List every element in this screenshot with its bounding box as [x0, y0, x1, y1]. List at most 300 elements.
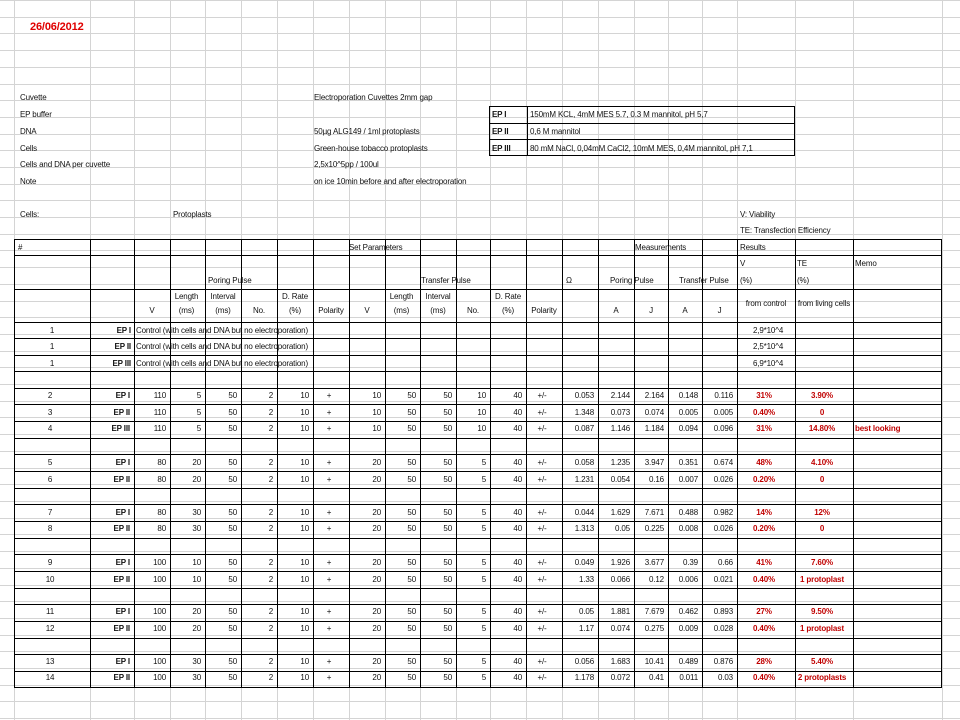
- cell-transfer-polarity[interactable]: +/-: [537, 624, 547, 633]
- cell-transfer-voltage[interactable]: 20: [372, 673, 381, 682]
- cell-buffer[interactable]: EP I: [115, 657, 130, 666]
- cell-poring-interval[interactable]: 50: [228, 524, 237, 533]
- cell-viability[interactable]: 0.40%: [753, 624, 775, 633]
- cell-poring-number[interactable]: 2: [268, 558, 273, 567]
- cell-transfer-number[interactable]: 5: [481, 575, 486, 584]
- cell-poring-polarity[interactable]: +: [326, 458, 332, 467]
- cell-resistance[interactable]: 0.044: [574, 508, 594, 517]
- cuvette-value[interactable]: Electroporation Cuvettes 2mm gap: [314, 93, 433, 102]
- cell-poring-duty-rate[interactable]: 10: [300, 657, 309, 666]
- cell-viability[interactable]: 14%: [756, 508, 772, 517]
- cell-poring-interval[interactable]: 50: [228, 391, 237, 400]
- cell-poring-joules[interactable]: 0.225: [644, 524, 664, 533]
- cell-buffer[interactable]: EP II: [113, 673, 130, 682]
- cell-transfer-amps[interactable]: 0.011: [679, 673, 698, 682]
- cell-poring-voltage[interactable]: 100: [153, 575, 166, 584]
- cell-poring-amps[interactable]: 1.881: [610, 607, 630, 616]
- header-duty-rate-unit[interactable]: (%): [502, 306, 514, 315]
- cell-transfer-duty-rate[interactable]: 40: [513, 408, 522, 417]
- legend-viability[interactable]: V: Viability: [740, 210, 776, 219]
- header-from-control[interactable]: from control: [745, 299, 787, 308]
- cell-poring-polarity[interactable]: +: [326, 575, 332, 584]
- cell-row-number[interactable]: 9: [47, 558, 53, 567]
- cell-transfer-polarity[interactable]: +/-: [537, 424, 547, 433]
- cell-transfer-duty-rate[interactable]: 40: [513, 575, 522, 584]
- cell-viability[interactable]: 31%: [756, 424, 772, 433]
- cell-transfer-joules[interactable]: 0.66: [718, 558, 733, 567]
- header-length-unit[interactable]: (ms): [178, 306, 195, 315]
- cell-transfer-duty-rate[interactable]: 40: [513, 524, 522, 533]
- cell-resistance[interactable]: 1.17: [579, 624, 594, 633]
- cell-poring-number[interactable]: 2: [268, 408, 273, 417]
- cell-transfer-joules[interactable]: 0.096: [713, 424, 733, 433]
- header-voltage[interactable]: V: [364, 306, 370, 315]
- header-duty-rate[interactable]: D. Rate: [281, 292, 309, 301]
- cells-per-cuvette-label[interactable]: Cells and DNA per cuvette: [20, 160, 111, 169]
- cell-buffer[interactable]: EP I: [115, 558, 130, 567]
- cell-viability[interactable]: 48%: [756, 458, 772, 467]
- cell-poring-length[interactable]: 10: [192, 558, 201, 567]
- cell-transfer-polarity[interactable]: +/-: [537, 657, 547, 666]
- cell-transfer-number[interactable]: 10: [477, 424, 486, 433]
- cell-poring-amps[interactable]: 0.072: [610, 673, 630, 682]
- cell-poring-interval[interactable]: 50: [228, 508, 237, 517]
- control-row-viability[interactable]: 6,9*10^4: [753, 359, 784, 368]
- control-row-text[interactable]: Control (with cells and DNA but no electroporation): [136, 326, 308, 335]
- cell-viability[interactable]: 0.20%: [753, 475, 775, 484]
- cell-poring-polarity[interactable]: +: [326, 524, 332, 533]
- cell-poring-length[interactable]: 20: [192, 607, 201, 616]
- cell-poring-voltage[interactable]: 110: [153, 391, 166, 400]
- cell-transfer-interval[interactable]: 50: [443, 558, 452, 567]
- cell-row-number[interactable]: 12: [45, 624, 55, 633]
- control-row-number[interactable]: 1: [49, 359, 55, 368]
- cell-poring-joules[interactable]: 0.074: [644, 408, 664, 417]
- cell-row-number[interactable]: 6: [47, 475, 53, 484]
- cuvette-label[interactable]: Cuvette: [20, 93, 47, 102]
- cell-poring-amps[interactable]: 0.074: [610, 624, 630, 633]
- cell-poring-number[interactable]: 2: [268, 424, 273, 433]
- cell-transfer-polarity[interactable]: +/-: [537, 558, 547, 567]
- cell-row-number[interactable]: 13: [45, 657, 55, 666]
- cell-poring-voltage[interactable]: 100: [153, 657, 166, 666]
- cell-poring-duty-rate[interactable]: 10: [300, 624, 309, 633]
- cell-transfer-joules[interactable]: 0.026: [713, 475, 733, 484]
- cell-transfer-duty-rate[interactable]: 40: [513, 558, 522, 567]
- cell-transfer-length[interactable]: 50: [407, 657, 416, 666]
- cell-transfection-efficiency[interactable]: 0: [819, 475, 825, 484]
- cell-transfer-duty-rate[interactable]: 40: [513, 424, 522, 433]
- control-row-number[interactable]: 1: [49, 342, 55, 351]
- cell-row-number[interactable]: 5: [47, 458, 53, 467]
- cell-poring-number[interactable]: 2: [268, 391, 273, 400]
- cell-transfer-number[interactable]: 5: [481, 558, 486, 567]
- cell-transfer-amps[interactable]: 0.488: [678, 508, 698, 517]
- cell-memo[interactable]: best looking: [855, 424, 901, 433]
- cell-poring-joules[interactable]: 1.184: [644, 424, 664, 433]
- cell-transfection-efficiency[interactable]: 12%: [814, 508, 830, 517]
- control-row-number[interactable]: 1: [49, 326, 55, 335]
- buffer-code[interactable]: EP I: [492, 110, 507, 119]
- date-cell[interactable]: 26/06/2012: [30, 21, 84, 33]
- cell-transfection-efficiency[interactable]: 0: [819, 408, 825, 417]
- cell-buffer[interactable]: EP II: [113, 524, 130, 533]
- cell-poring-polarity[interactable]: +: [326, 391, 332, 400]
- cell-poring-number[interactable]: 2: [268, 524, 273, 533]
- cell-row-number[interactable]: 8: [47, 524, 53, 533]
- cell-poring-polarity[interactable]: +: [326, 558, 332, 567]
- cell-transfer-amps[interactable]: 0.008: [678, 524, 698, 533]
- cell-poring-length[interactable]: 20: [192, 458, 201, 467]
- cell-buffer[interactable]: EP I: [115, 458, 130, 467]
- cell-poring-voltage[interactable]: 80: [157, 508, 166, 517]
- header-set-parameters[interactable]: Set Parameters: [349, 243, 403, 252]
- header-te[interactable]: TE: [797, 259, 807, 268]
- cell-transfer-voltage[interactable]: 20: [372, 475, 381, 484]
- cell-transfer-voltage[interactable]: 20: [372, 607, 381, 616]
- cell-poring-interval[interactable]: 50: [228, 607, 237, 616]
- header-length-unit[interactable]: (ms): [393, 306, 410, 315]
- cell-transfer-amps[interactable]: 0.351: [678, 458, 698, 467]
- cell-resistance[interactable]: 0.056: [574, 657, 594, 666]
- cell-poring-voltage[interactable]: 110: [153, 408, 166, 417]
- cell-viability[interactable]: 0.40%: [753, 408, 775, 417]
- cell-buffer[interactable]: EP II: [113, 624, 130, 633]
- cell-transfer-length[interactable]: 50: [407, 558, 416, 567]
- cell-poring-duty-rate[interactable]: 10: [300, 558, 309, 567]
- cell-viability[interactable]: 41%: [756, 558, 772, 567]
- cell-poring-amps[interactable]: 0.05: [615, 524, 630, 533]
- cell-transfer-duty-rate[interactable]: 40: [513, 508, 522, 517]
- cell-viability[interactable]: 0.40%: [753, 673, 775, 682]
- cell-transfer-interval[interactable]: 50: [443, 575, 452, 584]
- cell-poring-length[interactable]: 30: [192, 508, 201, 517]
- cell-poring-interval[interactable]: 50: [228, 575, 237, 584]
- header-polarity[interactable]: Polarity: [318, 306, 344, 315]
- cell-transfer-number[interactable]: 5: [481, 508, 486, 517]
- cell-poring-polarity[interactable]: +: [326, 424, 332, 433]
- cell-transfer-amps[interactable]: 0.007: [678, 475, 698, 484]
- cell-transfer-interval[interactable]: 50: [443, 624, 452, 633]
- cell-poring-polarity[interactable]: +: [326, 624, 332, 633]
- header-length[interactable]: Length: [389, 292, 414, 301]
- cell-transfer-length[interactable]: 50: [407, 524, 416, 533]
- cell-transfer-number[interactable]: 5: [481, 458, 486, 467]
- cell-poring-voltage[interactable]: 100: [153, 624, 166, 633]
- cell-poring-interval[interactable]: 50: [228, 424, 237, 433]
- cell-transfer-duty-rate[interactable]: 40: [513, 475, 522, 484]
- cell-transfer-length[interactable]: 50: [407, 475, 416, 484]
- header-interval-unit[interactable]: (ms): [430, 306, 446, 315]
- header-interval[interactable]: Interval: [425, 292, 451, 301]
- cell-poring-number[interactable]: 2: [268, 673, 273, 682]
- cell-poring-duty-rate[interactable]: 10: [300, 524, 309, 533]
- cell-viability[interactable]: 0.20%: [753, 524, 775, 533]
- cell-transfer-joules[interactable]: 0.116: [714, 391, 733, 400]
- header-hash[interactable]: #: [18, 243, 23, 252]
- header-v[interactable]: V: [740, 259, 746, 268]
- cell-transfer-interval[interactable]: 50: [443, 524, 452, 533]
- cell-resistance[interactable]: 0.087: [574, 424, 594, 433]
- control-row-text[interactable]: Control (with cells and DNA but no electroporation): [136, 359, 308, 368]
- cell-resistance[interactable]: 1.33: [579, 575, 594, 584]
- cell-poring-joules[interactable]: 7.679: [644, 607, 664, 616]
- cell-poring-amps[interactable]: 0.066: [610, 575, 630, 584]
- buffer-desc[interactable]: 0,6 M mannitol: [530, 127, 581, 136]
- cell-transfection-efficiency[interactable]: 7.60%: [811, 558, 833, 567]
- cell-resistance[interactable]: 1.231: [574, 475, 594, 484]
- cell-poring-number[interactable]: 2: [268, 657, 273, 666]
- cell-buffer[interactable]: EP I: [115, 607, 130, 616]
- cell-poring-voltage[interactable]: 110: [153, 424, 166, 433]
- cell-buffer[interactable]: EP II: [113, 475, 130, 484]
- control-row-buffer[interactable]: EP III: [112, 359, 131, 368]
- cell-transfer-joules[interactable]: 0.005: [713, 408, 733, 417]
- header-duty-rate[interactable]: D. Rate: [494, 292, 522, 301]
- cell-transfer-interval[interactable]: 50: [443, 657, 452, 666]
- cell-resistance[interactable]: 0.05: [579, 607, 594, 616]
- cell-poring-interval[interactable]: 50: [228, 408, 237, 417]
- control-row-viability[interactable]: 2,5*10^4: [753, 342, 784, 351]
- header-measured-transfer[interactable]: Transfer Pulse: [679, 276, 729, 285]
- cell-poring-length[interactable]: 30: [192, 673, 201, 682]
- cell-transfer-voltage[interactable]: 10: [372, 391, 381, 400]
- cell-row-number[interactable]: 11: [45, 607, 54, 616]
- cell-poring-joules[interactable]: 0.41: [649, 673, 664, 682]
- header-measured-poring[interactable]: Poring Pulse: [610, 276, 654, 285]
- cell-transfer-polarity[interactable]: +/-: [537, 508, 547, 517]
- cell-transfer-joules[interactable]: 0.876: [713, 657, 733, 666]
- cell-transfer-polarity[interactable]: +/-: [537, 391, 547, 400]
- cells-per-cuvette-value[interactable]: 2,5x10^5pp / 100ul: [314, 160, 379, 169]
- header-duty-rate-unit[interactable]: (%): [289, 306, 301, 315]
- header-measurements[interactable]: Measurements: [635, 243, 687, 252]
- cell-transfer-length[interactable]: 50: [407, 408, 416, 417]
- cell-poring-joules[interactable]: 3.677: [644, 558, 664, 567]
- cell-viability[interactable]: 28%: [756, 657, 772, 666]
- cell-transfer-polarity[interactable]: +/-: [537, 607, 547, 616]
- cell-poring-length[interactable]: 30: [192, 657, 201, 666]
- cell-poring-joules[interactable]: 0.16: [649, 475, 664, 484]
- cells-label[interactable]: Cells: [20, 144, 38, 153]
- control-row-buffer[interactable]: EP I: [116, 326, 131, 335]
- cell-transfer-amps[interactable]: 0.462: [678, 607, 698, 616]
- header-ohm[interactable]: Ω: [566, 276, 572, 285]
- header-from-living-cells[interactable]: from living cells: [797, 299, 851, 308]
- cell-transfection-efficiency[interactable]: 0: [819, 524, 825, 533]
- legend-transfection[interactable]: TE: Transfection Efficiency: [740, 226, 831, 235]
- cell-transfer-polarity[interactable]: +/-: [537, 408, 547, 417]
- cell-transfer-number[interactable]: 10: [477, 391, 486, 400]
- cell-poring-duty-rate[interactable]: 10: [300, 458, 309, 467]
- cell-poring-interval[interactable]: 50: [228, 475, 237, 484]
- cell-transfer-interval[interactable]: 50: [443, 391, 452, 400]
- cell-transfer-number[interactable]: 5: [481, 673, 486, 682]
- cell-transfer-voltage[interactable]: 20: [372, 508, 381, 517]
- cell-transfer-joules[interactable]: 0.893: [713, 607, 733, 616]
- cell-transfection-efficiency[interactable]: 3.90%: [811, 391, 833, 400]
- cell-transfer-joules[interactable]: 0.028: [713, 624, 733, 633]
- cell-transfer-interval[interactable]: 50: [443, 408, 452, 417]
- cell-transfer-duty-rate[interactable]: 40: [513, 458, 522, 467]
- cell-poring-number[interactable]: 2: [268, 607, 273, 616]
- cell-poring-interval[interactable]: 50: [228, 458, 237, 467]
- cell-row-number[interactable]: 3: [47, 408, 53, 417]
- cell-poring-voltage[interactable]: 100: [153, 607, 166, 616]
- cell-viability[interactable]: 0.40%: [753, 575, 775, 584]
- header-results[interactable]: Results: [740, 243, 766, 252]
- buffer-desc[interactable]: 150mM KCL, 4mM MES 5.7, 0.3 M mannitol, pH 5,7: [530, 110, 708, 119]
- control-row-buffer[interactable]: EP II: [114, 342, 131, 351]
- cells-row-value[interactable]: Protoplasts: [173, 210, 212, 219]
- cell-transfer-interval[interactable]: 50: [443, 673, 452, 682]
- cell-transfer-voltage[interactable]: 20: [372, 624, 381, 633]
- dna-label[interactable]: DNA: [20, 127, 37, 136]
- cell-transfer-polarity[interactable]: +/-: [537, 673, 547, 682]
- cell-transfer-joules[interactable]: 0.674: [713, 458, 733, 467]
- cell-poring-duty-rate[interactable]: 10: [300, 391, 309, 400]
- cell-poring-number[interactable]: 2: [268, 458, 273, 467]
- cell-resistance[interactable]: 0.053: [574, 391, 594, 400]
- cell-transfer-amps[interactable]: 0.489: [678, 657, 698, 666]
- cell-row-number[interactable]: 7: [47, 508, 53, 517]
- control-row-viability[interactable]: 2,9*10^4: [753, 326, 784, 335]
- cell-poring-amps[interactable]: 2.144: [610, 391, 630, 400]
- cells-row-label[interactable]: Cells:: [20, 210, 40, 219]
- cell-buffer[interactable]: EP I: [115, 508, 130, 517]
- cells-value[interactable]: Green-house tobacco protoplasts: [314, 144, 428, 153]
- cell-poring-joules[interactable]: 10.41: [644, 657, 664, 666]
- cell-transfection-efficiency[interactable]: 2 protoplasts: [797, 673, 847, 682]
- cell-poring-number[interactable]: 2: [268, 508, 273, 517]
- cell-poring-interval[interactable]: 50: [228, 657, 237, 666]
- cell-poring-length[interactable]: 5: [196, 408, 201, 417]
- cell-resistance[interactable]: 1.313: [574, 524, 594, 533]
- cell-poring-number[interactable]: 2: [268, 624, 273, 633]
- cell-transfection-efficiency[interactable]: 14.80%: [808, 424, 836, 433]
- control-row-text[interactable]: Control (with cells and DNA but no electroporation): [136, 342, 308, 351]
- cell-poring-amps[interactable]: 1.629: [610, 508, 630, 517]
- buffer-code[interactable]: EP II: [492, 127, 509, 136]
- cell-transfer-joules[interactable]: 0.982: [713, 508, 733, 517]
- cell-transfer-interval[interactable]: 50: [443, 458, 452, 467]
- cell-poring-number[interactable]: 2: [268, 575, 273, 584]
- cell-poring-length[interactable]: 20: [192, 624, 201, 633]
- cell-row-number[interactable]: 10: [45, 575, 55, 584]
- cell-transfer-number[interactable]: 10: [477, 408, 486, 417]
- dna-value[interactable]: 50µg ALG149 / 1ml protoplasts: [314, 127, 420, 136]
- cell-poring-amps[interactable]: 1.146: [610, 424, 630, 433]
- cell-poring-joules[interactable]: 0.12: [649, 575, 664, 584]
- cell-poring-number[interactable]: 2: [268, 475, 273, 484]
- cell-poring-joules[interactable]: 0.275: [644, 624, 664, 633]
- cell-transfer-joules[interactable]: 0.021: [713, 575, 733, 584]
- header-number[interactable]: No.: [253, 306, 265, 315]
- cell-poring-amps[interactable]: 0.054: [610, 475, 630, 484]
- cell-buffer[interactable]: EP II: [113, 408, 130, 417]
- cell-transfection-efficiency[interactable]: 4.10%: [811, 458, 833, 467]
- cell-poring-voltage[interactable]: 80: [157, 524, 166, 533]
- note-value[interactable]: on ice 10min before and after electroporation: [314, 177, 467, 186]
- cell-poring-voltage[interactable]: 80: [157, 458, 166, 467]
- cell-poring-amps[interactable]: 0.073: [610, 408, 630, 417]
- cell-poring-interval[interactable]: 50: [228, 673, 237, 682]
- cell-transfer-number[interactable]: 5: [481, 624, 486, 633]
- cell-transfer-number[interactable]: 5: [481, 475, 486, 484]
- cell-poring-amps[interactable]: 1.926: [610, 558, 630, 567]
- cell-transfer-duty-rate[interactable]: 40: [513, 624, 522, 633]
- cell-transfer-amps[interactable]: 0.094: [678, 424, 698, 433]
- cell-transfer-polarity[interactable]: +/-: [537, 475, 547, 484]
- cell-transfer-interval[interactable]: 50: [443, 475, 452, 484]
- cell-transfer-voltage[interactable]: 10: [372, 424, 381, 433]
- cell-poring-duty-rate[interactable]: 10: [300, 508, 309, 517]
- cell-poring-polarity[interactable]: +: [326, 475, 332, 484]
- cell-transfer-amps[interactable]: 0.009: [678, 624, 698, 633]
- cell-transfection-efficiency[interactable]: 1 protoplast: [800, 624, 844, 633]
- cell-poring-joules[interactable]: 2.164: [644, 391, 664, 400]
- cell-poring-length[interactable]: 10: [192, 575, 201, 584]
- cell-poring-duty-rate[interactable]: 10: [300, 475, 309, 484]
- header-interval[interactable]: Interval: [210, 292, 236, 301]
- cell-poring-interval[interactable]: 50: [228, 558, 237, 567]
- cell-poring-duty-rate[interactable]: 10: [300, 575, 309, 584]
- cell-poring-polarity[interactable]: +: [326, 607, 332, 616]
- cell-transfection-efficiency[interactable]: 5.40%: [811, 657, 833, 666]
- cell-poring-duty-rate[interactable]: 10: [300, 673, 309, 682]
- cell-transfer-voltage[interactable]: 20: [372, 575, 381, 584]
- cell-transfer-polarity[interactable]: +/-: [537, 575, 547, 584]
- cell-transfer-voltage[interactable]: 20: [372, 524, 381, 533]
- header-voltage[interactable]: V: [149, 306, 155, 315]
- cell-poring-length[interactable]: 5: [196, 424, 201, 433]
- cell-buffer[interactable]: EP II: [113, 575, 130, 584]
- cell-transfer-duty-rate[interactable]: 40: [513, 391, 522, 400]
- cell-transfer-duty-rate[interactable]: 40: [513, 657, 522, 666]
- header-number[interactable]: No.: [467, 306, 479, 315]
- cell-poring-length[interactable]: 20: [192, 475, 201, 484]
- cell-transfer-interval[interactable]: 50: [443, 508, 452, 517]
- cell-poring-polarity[interactable]: +: [326, 408, 332, 417]
- cell-row-number[interactable]: 2: [47, 391, 53, 400]
- cell-transfer-length[interactable]: 50: [407, 424, 416, 433]
- cell-transfer-joules[interactable]: 0.026: [713, 524, 733, 533]
- cell-transfer-amps[interactable]: 0.39: [683, 558, 698, 567]
- cell-transfection-efficiency[interactable]: 1 protoplast: [800, 575, 844, 584]
- header-transfer-pulse[interactable]: Transfer Pulse: [421, 276, 471, 285]
- cell-poring-polarity[interactable]: +: [326, 673, 332, 682]
- cell-transfer-length[interactable]: 50: [407, 575, 416, 584]
- header-poring-pulse[interactable]: Poring Pulse: [208, 276, 252, 285]
- cell-transfer-length[interactable]: 50: [407, 624, 416, 633]
- cell-transfection-efficiency[interactable]: 9.50%: [811, 607, 833, 616]
- cell-transfer-polarity[interactable]: +/-: [537, 458, 547, 467]
- cell-transfer-polarity[interactable]: +/-: [537, 524, 547, 533]
- cell-resistance[interactable]: 0.049: [574, 558, 594, 567]
- header-joules[interactable]: J: [717, 306, 722, 315]
- cell-row-number[interactable]: 14: [45, 673, 55, 682]
- cell-buffer[interactable]: EP I: [115, 391, 130, 400]
- cell-transfer-number[interactable]: 5: [481, 657, 486, 666]
- buffer-desc[interactable]: 80 mM NaCl, 0,04mM CaCl2, 10mM MES, 0,4M mannitol, pH 7,1: [530, 144, 753, 153]
- cell-transfer-length[interactable]: 50: [407, 673, 416, 682]
- cell-poring-duty-rate[interactable]: 10: [300, 607, 309, 616]
- header-memo[interactable]: Memo: [855, 259, 877, 268]
- cell-transfer-length[interactable]: 50: [407, 607, 416, 616]
- cell-transfer-duty-rate[interactable]: 40: [513, 673, 522, 682]
- header-joules[interactable]: J: [649, 306, 653, 315]
- cell-transfer-joules[interactable]: 0.03: [718, 673, 733, 682]
